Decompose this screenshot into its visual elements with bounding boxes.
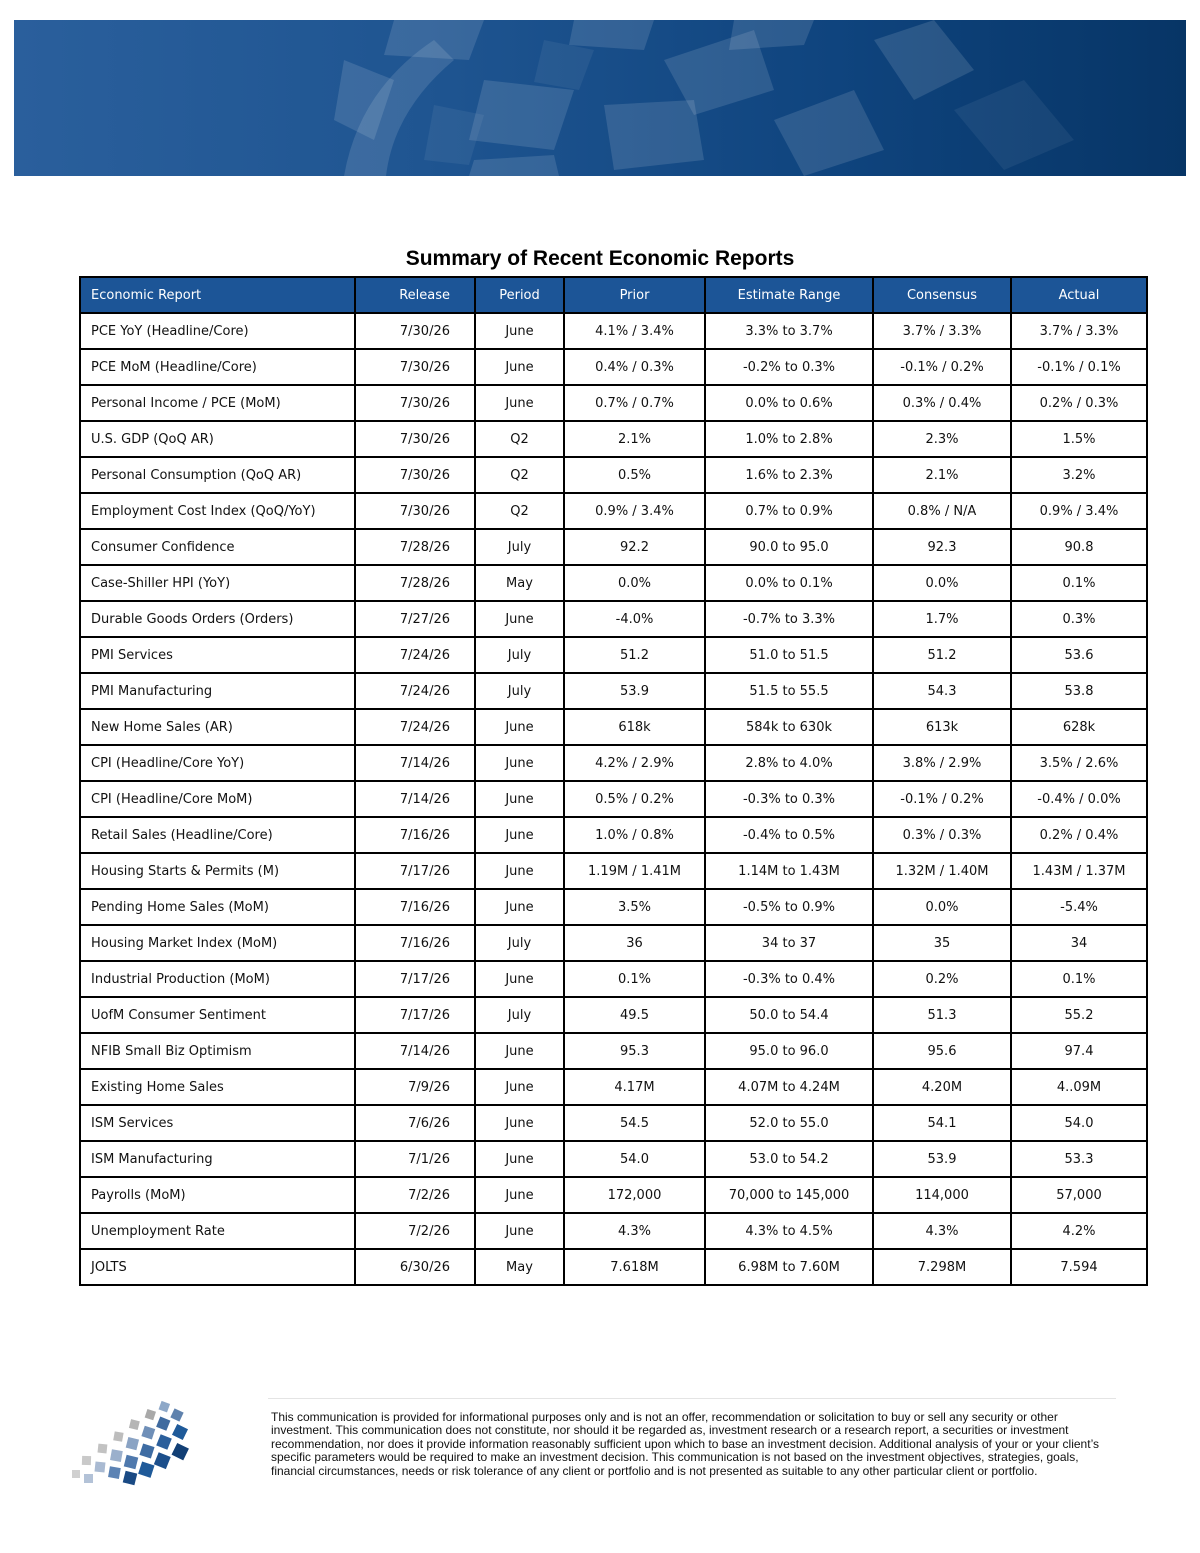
cell-estimate-range: 3.3% to 3.7%	[705, 313, 873, 349]
cell-prior: 3.5%	[564, 889, 705, 925]
cell-actual: 53.8	[1011, 673, 1147, 709]
cell-estimate-range: 70,000 to 145,000	[705, 1177, 873, 1213]
cell-actual: 0.1%	[1011, 565, 1147, 601]
cell-economic-report: New Home Sales (AR)	[80, 709, 355, 745]
cell-release: 7/2/26	[355, 1213, 475, 1249]
cell-prior: 172,000	[564, 1177, 705, 1213]
cell-estimate-range: 4.07M to 4.24M	[705, 1069, 873, 1105]
table-row	[80, 1177, 1147, 1213]
cell-consensus: 3.7% / 3.3%	[873, 313, 1011, 349]
cell-consensus: 0.0%	[873, 889, 1011, 925]
cell-consensus: 2.3%	[873, 421, 1011, 457]
table-row	[80, 349, 1147, 385]
cell-release: 7/30/26	[355, 313, 475, 349]
cell-period: Q2	[475, 493, 564, 529]
cell-actual: 90.8	[1011, 529, 1147, 565]
cell-release: 7/24/26	[355, 709, 475, 745]
cell-period: June	[475, 349, 564, 385]
economic-reports-table	[79, 276, 1148, 1286]
cell-actual: 34	[1011, 925, 1147, 961]
cell-economic-report: Employment Cost Index (QoQ/YoY)	[80, 493, 355, 529]
table-row	[80, 493, 1147, 529]
cell-consensus: 114,000	[873, 1177, 1011, 1213]
cell-release: 7/30/26	[355, 421, 475, 457]
cell-release: 7/9/26	[355, 1069, 475, 1105]
column-header-economic-report: Economic Report	[80, 277, 355, 313]
cell-economic-report: NFIB Small Biz Optimism	[80, 1033, 355, 1069]
cell-estimate-range: -0.7% to 3.3%	[705, 601, 873, 637]
cell-period: July	[475, 529, 564, 565]
cell-period: July	[475, 637, 564, 673]
table-row	[80, 385, 1147, 421]
cell-actual: 0.2% / 0.4%	[1011, 817, 1147, 853]
cell-actual: 57,000	[1011, 1177, 1147, 1213]
table-row	[80, 745, 1147, 781]
cell-prior: 0.9% / 3.4%	[564, 493, 705, 529]
table-row	[80, 961, 1147, 997]
cell-estimate-range: 53.0 to 54.2	[705, 1141, 873, 1177]
cell-period: June	[475, 385, 564, 421]
table-body	[80, 313, 1147, 1285]
cell-economic-report: Payrolls (MoM)	[80, 1177, 355, 1213]
cell-actual: 3.2%	[1011, 457, 1147, 493]
cell-prior: 0.7% / 0.7%	[564, 385, 705, 421]
cell-actual: 1.43M / 1.37M	[1011, 853, 1147, 889]
cell-release: 7/30/26	[355, 457, 475, 493]
cell-release: 7/16/26	[355, 817, 475, 853]
table-row	[80, 925, 1147, 961]
cell-release: 7/1/26	[355, 1141, 475, 1177]
cell-consensus: 0.0%	[873, 565, 1011, 601]
column-header-actual: Actual	[1011, 277, 1147, 313]
cell-economic-report: JOLTS	[80, 1249, 355, 1285]
cell-estimate-range: 51.5 to 55.5	[705, 673, 873, 709]
cell-estimate-range: 0.0% to 0.6%	[705, 385, 873, 421]
table-row	[80, 637, 1147, 673]
cell-consensus: 2.1%	[873, 457, 1011, 493]
cell-consensus: -0.1% / 0.2%	[873, 349, 1011, 385]
cell-consensus: 0.2%	[873, 961, 1011, 997]
cell-release: 7/14/26	[355, 745, 475, 781]
cell-release: 7/16/26	[355, 925, 475, 961]
cell-prior: 1.0% / 0.8%	[564, 817, 705, 853]
cell-economic-report: Consumer Confidence	[80, 529, 355, 565]
cell-consensus: 51.3	[873, 997, 1011, 1033]
cell-period: June	[475, 1141, 564, 1177]
table-row	[80, 889, 1147, 925]
cell-economic-report: Case-Shiller HPI (YoY)	[80, 565, 355, 601]
table-row	[80, 709, 1147, 745]
cell-prior: 7.618M	[564, 1249, 705, 1285]
cell-prior: 0.0%	[564, 565, 705, 601]
cell-prior: 51.2	[564, 637, 705, 673]
cell-estimate-range: -0.3% to 0.4%	[705, 961, 873, 997]
cell-actual: 53.6	[1011, 637, 1147, 673]
cell-consensus: 0.3% / 0.3%	[873, 817, 1011, 853]
cell-period: June	[475, 1033, 564, 1069]
cell-period: June	[475, 1177, 564, 1213]
column-header-estimate-range: Estimate Range	[705, 277, 873, 313]
cell-actual: -5.4%	[1011, 889, 1147, 925]
cell-consensus: -0.1% / 0.2%	[873, 781, 1011, 817]
cell-actual: -0.4% / 0.0%	[1011, 781, 1147, 817]
cell-economic-report: Personal Income / PCE (MoM)	[80, 385, 355, 421]
cell-period: June	[475, 1213, 564, 1249]
cell-period: Q2	[475, 457, 564, 493]
cell-prior: 36	[564, 925, 705, 961]
cell-economic-report: Personal Consumption (QoQ AR)	[80, 457, 355, 493]
table-row	[80, 565, 1147, 601]
cell-release: 7/6/26	[355, 1105, 475, 1141]
cell-period: June	[475, 889, 564, 925]
cell-economic-report: CPI (Headline/Core MoM)	[80, 781, 355, 817]
table-row	[80, 1141, 1147, 1177]
cell-actual: 0.3%	[1011, 601, 1147, 637]
cell-actual: 55.2	[1011, 997, 1147, 1033]
cell-period: July	[475, 997, 564, 1033]
cell-prior: 92.2	[564, 529, 705, 565]
table-row	[80, 1213, 1147, 1249]
cell-period: Q2	[475, 421, 564, 457]
cell-actual: 97.4	[1011, 1033, 1147, 1069]
cell-economic-report: PCE MoM (Headline/Core)	[80, 349, 355, 385]
cell-actual: 3.5% / 2.6%	[1011, 745, 1147, 781]
cell-actual: 7.594	[1011, 1249, 1147, 1285]
cell-period: June	[475, 853, 564, 889]
table-row	[80, 1105, 1147, 1141]
cell-consensus: 54.1	[873, 1105, 1011, 1141]
cell-prior: 0.1%	[564, 961, 705, 997]
cell-release: 7/17/26	[355, 961, 475, 997]
cell-release: 6/30/26	[355, 1249, 475, 1285]
cell-actual: 3.7% / 3.3%	[1011, 313, 1147, 349]
cell-prior: 4.1% / 3.4%	[564, 313, 705, 349]
cell-economic-report: Existing Home Sales	[80, 1069, 355, 1105]
cell-consensus: 1.32M / 1.40M	[873, 853, 1011, 889]
cell-economic-report: ISM Manufacturing	[80, 1141, 355, 1177]
cell-release: 7/30/26	[355, 385, 475, 421]
cell-consensus: 54.3	[873, 673, 1011, 709]
cell-estimate-range: 50.0 to 54.4	[705, 997, 873, 1033]
cell-economic-report: UofM Consumer Sentiment	[80, 997, 355, 1033]
cell-period: June	[475, 817, 564, 853]
cell-economic-report: Housing Market Index (MoM)	[80, 925, 355, 961]
cell-release: 7/17/26	[355, 997, 475, 1033]
cell-prior: 4.2% / 2.9%	[564, 745, 705, 781]
cell-prior: 54.0	[564, 1141, 705, 1177]
cell-period: June	[475, 961, 564, 997]
cell-estimate-range: -0.2% to 0.3%	[705, 349, 873, 385]
cell-period: July	[475, 925, 564, 961]
cell-prior: -4.0%	[564, 601, 705, 637]
cell-estimate-range: 51.0 to 51.5	[705, 637, 873, 673]
table-row	[80, 529, 1147, 565]
cell-actual: -0.1% / 0.1%	[1011, 349, 1147, 385]
cell-period: June	[475, 601, 564, 637]
cell-consensus: 0.8% / N/A	[873, 493, 1011, 529]
cell-economic-report: Retail Sales (Headline/Core)	[80, 817, 355, 853]
table-row	[80, 853, 1147, 889]
cell-consensus: 53.9	[873, 1141, 1011, 1177]
cell-economic-report: Durable Goods Orders (Orders)	[80, 601, 355, 637]
table-row	[80, 817, 1147, 853]
table-row	[80, 673, 1147, 709]
logo-mark-icon	[64, 1394, 194, 1486]
cell-economic-report: Housing Starts & Permits (M)	[80, 853, 355, 889]
cell-consensus: 35	[873, 925, 1011, 961]
cell-period: June	[475, 709, 564, 745]
cell-actual: 0.2% / 0.3%	[1011, 385, 1147, 421]
column-header-release: Release	[355, 277, 475, 313]
cell-period: July	[475, 673, 564, 709]
cell-economic-report: U.S. GDP (QoQ AR)	[80, 421, 355, 457]
cell-actual: 54.0	[1011, 1105, 1147, 1141]
cell-period: May	[475, 1249, 564, 1285]
cell-release: 7/24/26	[355, 637, 475, 673]
cell-prior: 54.5	[564, 1105, 705, 1141]
disclaimer-text: This communication is provided for informational purposes only and is not an offer, recommendation or solicitation to buy or sell any security or other investment. This communication does not constitute, nor should it be regarded as, investment research or a research report, a securities or investment recommendation, nor does it provide information reasonably sufficient upon which to base an investment decision. Additional analysis of your or your client’s specific parameters would be required to make an investment decision. This communication is not based on the investment objectives, strategies, goals, financial circumstances, needs or risk tolerance of any client or portfolio and is not presented as suitable to any other particular client or portfolio.	[271, 1411, 1100, 1478]
company-logo	[64, 1394, 194, 1486]
cell-estimate-range: 1.0% to 2.8%	[705, 421, 873, 457]
cell-release: 7/14/26	[355, 1033, 475, 1069]
cell-period: June	[475, 313, 564, 349]
cell-economic-report: PCE YoY (Headline/Core)	[80, 313, 355, 349]
cell-estimate-range: 4.3% to 4.5%	[705, 1213, 873, 1249]
cell-prior: 95.3	[564, 1033, 705, 1069]
banner-graphic	[14, 20, 1186, 176]
cell-consensus: 613k	[873, 709, 1011, 745]
table-row	[80, 601, 1147, 637]
cell-consensus: 3.8% / 2.9%	[873, 745, 1011, 781]
cell-prior: 0.5%	[564, 457, 705, 493]
footer-divider	[268, 1398, 1116, 1399]
cell-release: 7/17/26	[355, 853, 475, 889]
cell-actual: 1.5%	[1011, 421, 1147, 457]
cell-estimate-range: 0.0% to 0.1%	[705, 565, 873, 601]
table-row	[80, 457, 1147, 493]
table-row	[80, 313, 1147, 349]
cell-estimate-range: 6.98M to 7.60M	[705, 1249, 873, 1285]
cell-estimate-range: 34 to 37	[705, 925, 873, 961]
cell-actual: 0.9% / 3.4%	[1011, 493, 1147, 529]
cell-estimate-range: -0.3% to 0.3%	[705, 781, 873, 817]
cell-consensus: 0.3% / 0.4%	[873, 385, 1011, 421]
cell-prior: 4.3%	[564, 1213, 705, 1249]
cell-release: 7/27/26	[355, 601, 475, 637]
cell-economic-report: PMI Services	[80, 637, 355, 673]
cell-estimate-range: 1.6% to 2.3%	[705, 457, 873, 493]
cell-consensus: 7.298M	[873, 1249, 1011, 1285]
cell-actual: 53.3	[1011, 1141, 1147, 1177]
cell-estimate-range: 52.0 to 55.0	[705, 1105, 873, 1141]
column-header-period: Period	[475, 277, 564, 313]
cell-prior: 4.17M	[564, 1069, 705, 1105]
cell-estimate-range: -0.5% to 0.9%	[705, 889, 873, 925]
cell-economic-report: Unemployment Rate	[80, 1213, 355, 1249]
cell-period: June	[475, 1069, 564, 1105]
table-row	[80, 1069, 1147, 1105]
cell-prior: 0.5% / 0.2%	[564, 781, 705, 817]
header-banner	[14, 20, 1186, 176]
table-row	[80, 1033, 1147, 1069]
cell-period: June	[475, 781, 564, 817]
cell-release: 7/16/26	[355, 889, 475, 925]
cell-release: 7/24/26	[355, 673, 475, 709]
cell-period: June	[475, 1105, 564, 1141]
cell-economic-report: CPI (Headline/Core YoY)	[80, 745, 355, 781]
table-row	[80, 997, 1147, 1033]
cell-prior: 618k	[564, 709, 705, 745]
table-row	[80, 421, 1147, 457]
cell-actual: 0.1%	[1011, 961, 1147, 997]
cell-estimate-range: 2.8% to 4.0%	[705, 745, 873, 781]
cell-prior: 49.5	[564, 997, 705, 1033]
cell-prior: 1.19M / 1.41M	[564, 853, 705, 889]
cell-release: 7/30/26	[355, 349, 475, 385]
table-header-row	[80, 277, 1147, 313]
cell-estimate-range: 584k to 630k	[705, 709, 873, 745]
cell-consensus: 4.20M	[873, 1069, 1011, 1105]
cell-release: 7/2/26	[355, 1177, 475, 1213]
cell-release: 7/28/26	[355, 529, 475, 565]
table-row	[80, 1249, 1147, 1285]
cell-prior: 2.1%	[564, 421, 705, 457]
cell-estimate-range: 90.0 to 95.0	[705, 529, 873, 565]
table-row	[80, 781, 1147, 817]
cell-release: 7/30/26	[355, 493, 475, 529]
column-header-prior: Prior	[564, 277, 705, 313]
cell-estimate-range: -0.4% to 0.5%	[705, 817, 873, 853]
cell-consensus: 51.2	[873, 637, 1011, 673]
cell-release: 7/14/26	[355, 781, 475, 817]
cell-economic-report: Pending Home Sales (MoM)	[80, 889, 355, 925]
cell-estimate-range: 1.14M to 1.43M	[705, 853, 873, 889]
cell-estimate-range: 0.7% to 0.9%	[705, 493, 873, 529]
cell-consensus: 92.3	[873, 529, 1011, 565]
cell-prior: 0.4% / 0.3%	[564, 349, 705, 385]
cell-consensus: 95.6	[873, 1033, 1011, 1069]
cell-economic-report: Industrial Production (MoM)	[80, 961, 355, 997]
cell-actual: 628k	[1011, 709, 1147, 745]
cell-consensus: 4.3%	[873, 1213, 1011, 1249]
cell-prior: 53.9	[564, 673, 705, 709]
cell-estimate-range: 95.0 to 96.0	[705, 1033, 873, 1069]
cell-actual: 4.2%	[1011, 1213, 1147, 1249]
cell-consensus: 1.7%	[873, 601, 1011, 637]
cell-period: June	[475, 745, 564, 781]
cell-release: 7/28/26	[355, 565, 475, 601]
cell-economic-report: PMI Manufacturing	[80, 673, 355, 709]
cell-period: May	[475, 565, 564, 601]
cell-economic-report: ISM Services	[80, 1105, 355, 1141]
cell-actual: 4..09M	[1011, 1069, 1147, 1105]
page-title: Summary of Recent Economic Reports	[405, 247, 795, 270]
column-header-consensus: Consensus	[873, 277, 1011, 313]
